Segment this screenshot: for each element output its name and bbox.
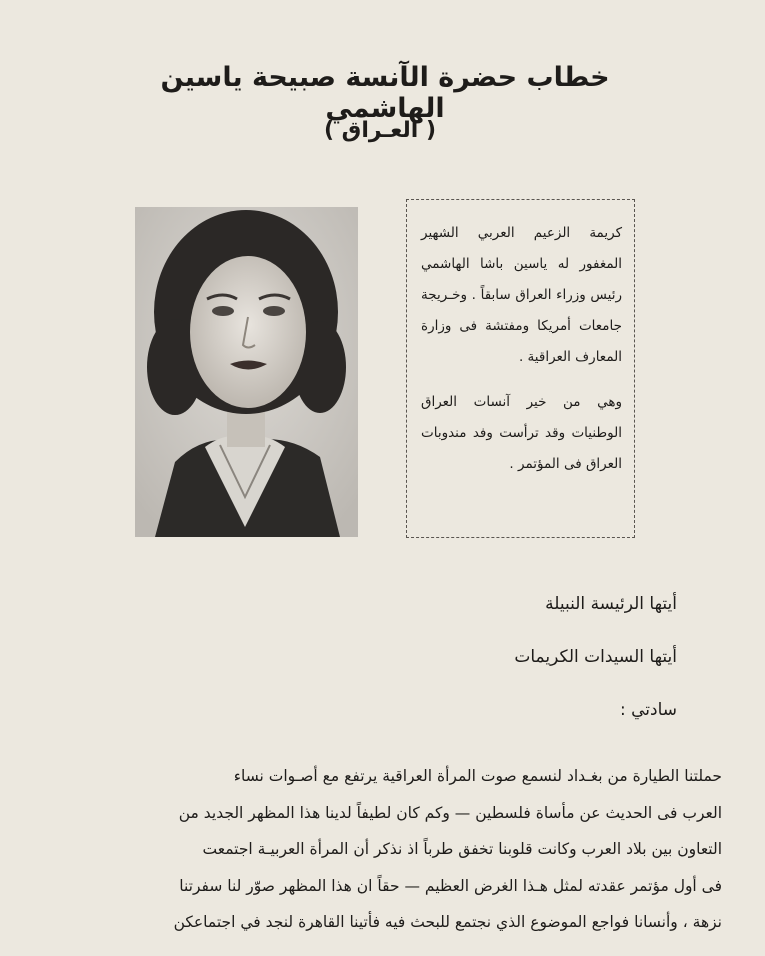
salutation-line-3: سادتي : <box>619 700 677 720</box>
speech-body <box>62 758 722 941</box>
body-line-2: العرب فى الحديث عن مأساة فلسطين — وكم كان لطيفاً لدينا هذا المظهر الجديد من <box>178 803 722 822</box>
salutations <box>277 594 677 753</box>
portrait-illustration <box>135 207 358 537</box>
speech-title: خطاب حضرة الآنسة صبيحة ياسين الهاشمي <box>160 62 610 124</box>
body-line-1: حملتنا الطيارة من بغـداد لنسمع صوت المرأة العراقية يرتفع مع أصـوات نساء <box>233 767 722 785</box>
bio-paragraph-2: وهي من خير آنسات العراق الوطنيات وقد ترأست وفد مندوبات العراق فى المؤتمر . <box>421 394 622 472</box>
salutation-line-1: أيتها الرئيسة النبيلة <box>545 594 677 614</box>
body-line-4: فى أول مؤتمر عقدته لمثل هـذا الغرض العظيم — حقاً ان هذا المظهر صوّر لنا سفرتنا <box>179 876 722 895</box>
body-line-3: التعاون بين بلاد العرب وكانت قلوبنا تخفق طرباً اذ نذكر أن المرأة العربيـة اجتمعت <box>202 840 722 858</box>
salutation-line-2: أيتها السيدات الكريمات <box>514 647 677 667</box>
country-label: ( العـراق ) <box>323 118 437 143</box>
portrait-photo <box>135 207 358 537</box>
biography-box <box>406 199 635 538</box>
body-line-5: نزهة ، وأنسانا فواجع الموضوع الذي نجتمع للبحث فيه فأتينا القاهرة لنجد في اجتماعكن <box>173 913 722 931</box>
bio-paragraph-1: كريمة الزعيم العربي الشهير المغفور له ياسين باشا الهاشمي رئيس وزراء العراق سابقاً . وخـريجة جامعات أمريكا ومفتشة فى وزارة المعارف العراقية . <box>421 225 622 365</box>
